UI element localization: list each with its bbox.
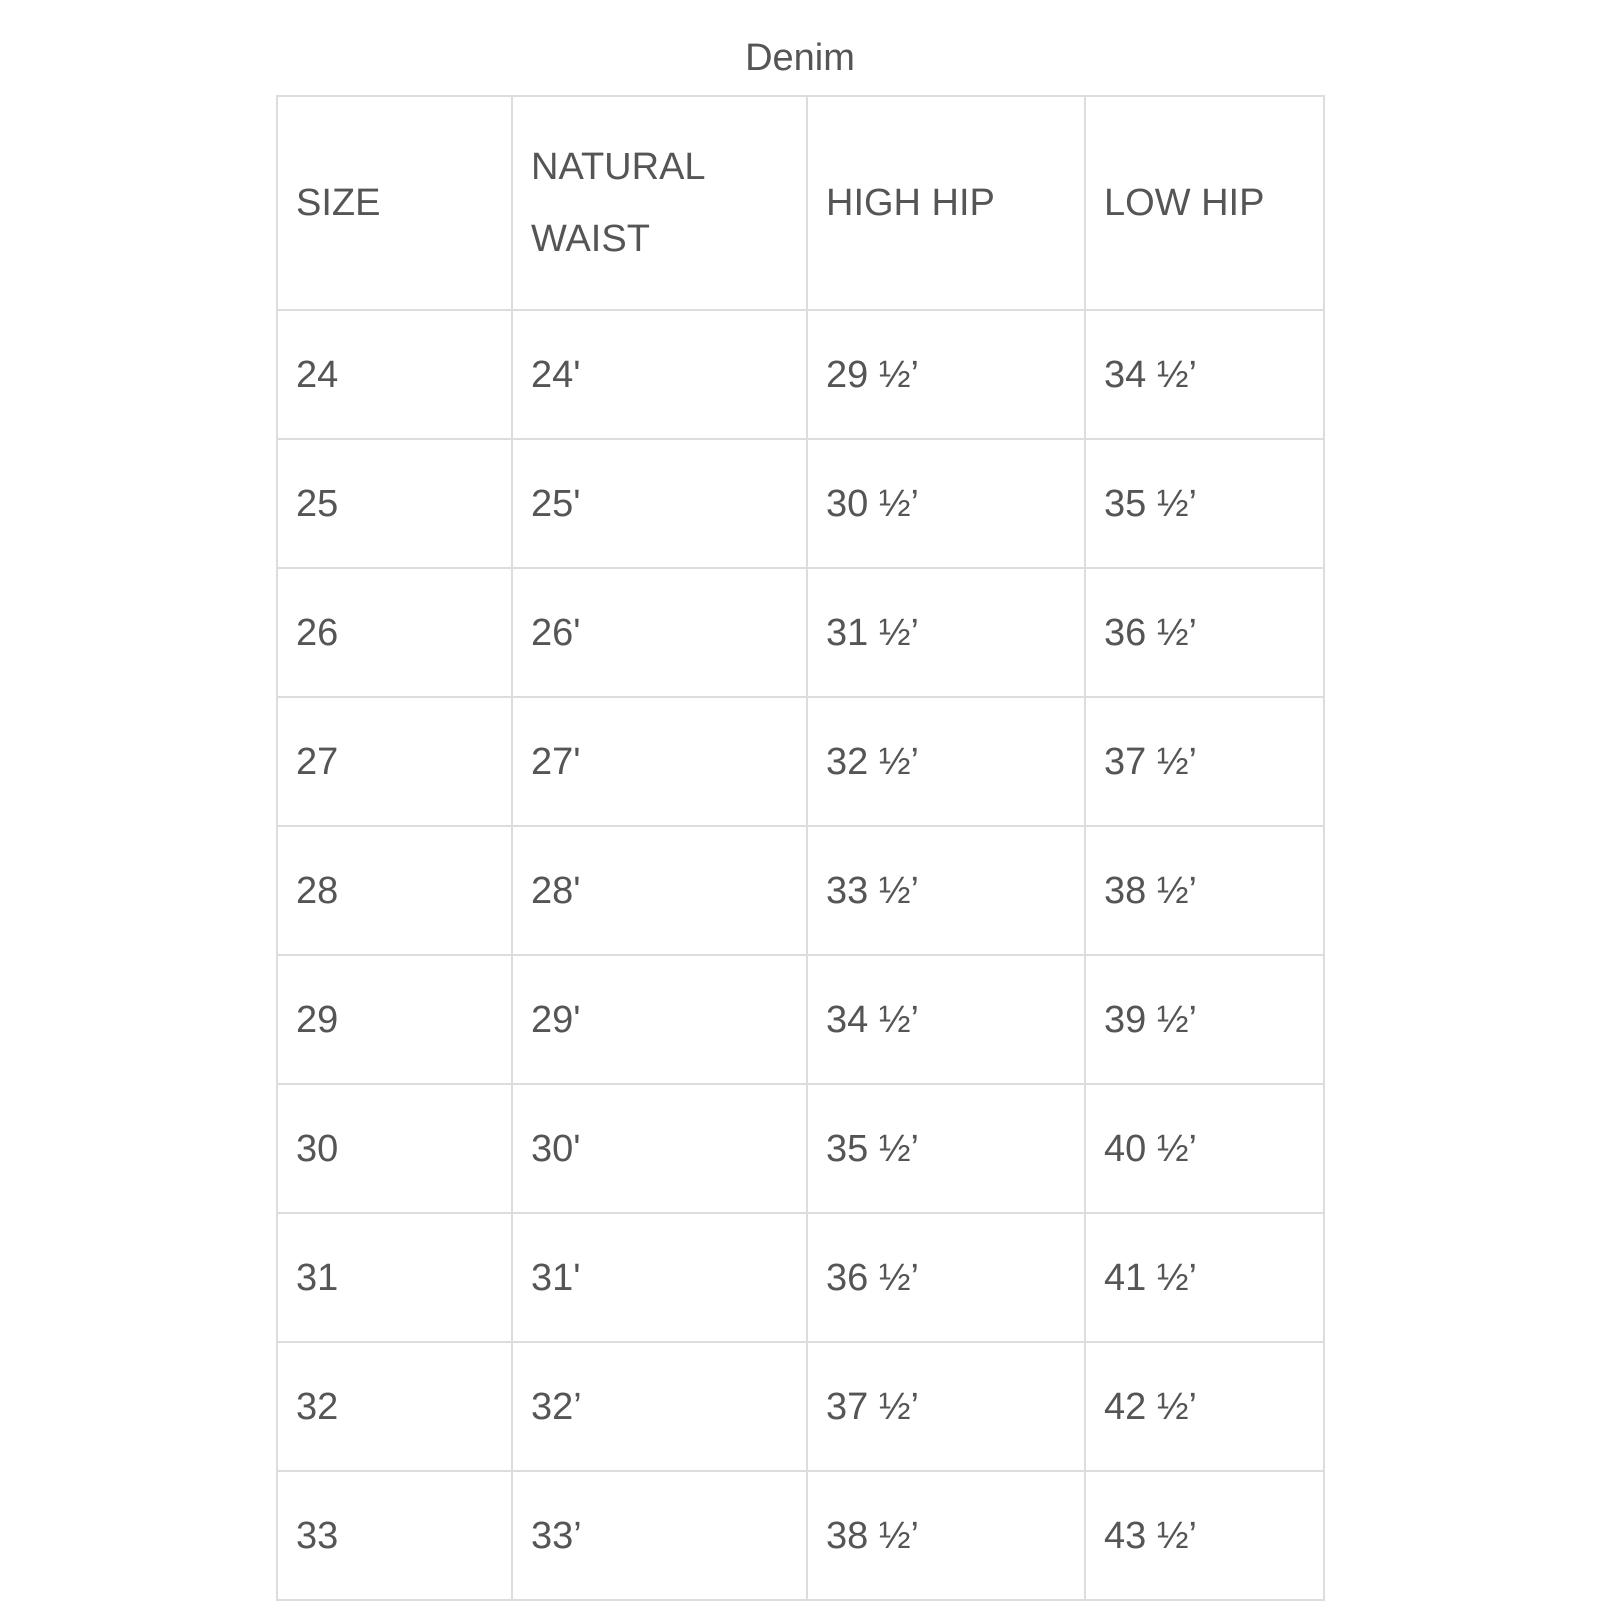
table-row: [277, 1342, 1324, 1471]
cell-low-hip: 39 ½’: [1085, 955, 1324, 1084]
cell-low-hip: 40 ½’: [1085, 1084, 1324, 1213]
size-chart-table: [276, 95, 1325, 1601]
cell-natural-waist: 31': [512, 1213, 807, 1342]
cell-size: 25: [277, 439, 512, 568]
cell-natural-waist: 25': [512, 439, 807, 568]
cell-high-hip: 34 ½’: [807, 955, 1085, 1084]
cell-low-hip: 37 ½’: [1085, 697, 1324, 826]
table-row: [277, 439, 1324, 568]
cell-high-hip: 31 ½’: [807, 568, 1085, 697]
cell-natural-waist: 24': [512, 310, 807, 439]
cell-high-hip: 33 ½’: [807, 826, 1085, 955]
cell-natural-waist: 32’: [512, 1342, 807, 1471]
table-header-row: [277, 96, 1324, 310]
cell-size: 29: [277, 955, 512, 1084]
cell-low-hip: 34 ½’: [1085, 310, 1324, 439]
page-title: Denim: [745, 37, 855, 79]
table-row: [277, 955, 1324, 1084]
cell-natural-waist: 29': [512, 955, 807, 1084]
cell-low-hip: 35 ½’: [1085, 439, 1324, 568]
cell-size: 27: [277, 697, 512, 826]
header-high-hip: HIGH HIP: [807, 96, 1085, 310]
cell-low-hip: 43 ½’: [1085, 1471, 1324, 1600]
cell-high-hip: 38 ½’: [807, 1471, 1085, 1600]
cell-high-hip: 30 ½’: [807, 439, 1085, 568]
cell-natural-waist: 33’: [512, 1471, 807, 1600]
table-row: [277, 310, 1324, 439]
cell-low-hip: 41 ½’: [1085, 1213, 1324, 1342]
cell-size: 26: [277, 568, 512, 697]
cell-size: 24: [277, 310, 512, 439]
header-natural-waist: NATURAL WAIST: [512, 96, 807, 310]
cell-size: 32: [277, 1342, 512, 1471]
table-row: [277, 1213, 1324, 1342]
table-row: [277, 1084, 1324, 1213]
cell-low-hip: 36 ½’: [1085, 568, 1324, 697]
cell-low-hip: 38 ½’: [1085, 826, 1324, 955]
cell-size: 33: [277, 1471, 512, 1600]
cell-natural-waist: 30': [512, 1084, 807, 1213]
cell-natural-waist: 27': [512, 697, 807, 826]
cell-high-hip: 32 ½’: [807, 697, 1085, 826]
cell-high-hip: 37 ½’: [807, 1342, 1085, 1471]
header-low-hip: LOW HIP: [1085, 96, 1324, 310]
cell-high-hip: 29 ½’: [807, 310, 1085, 439]
cell-high-hip: 35 ½’: [807, 1084, 1085, 1213]
cell-high-hip: 36 ½’: [807, 1213, 1085, 1342]
table-row: [277, 568, 1324, 697]
cell-natural-waist: 28': [512, 826, 807, 955]
table-row: [277, 697, 1324, 826]
table-row: [277, 1471, 1324, 1600]
table-row: [277, 826, 1324, 955]
cell-natural-waist: 26': [512, 568, 807, 697]
cell-size: 28: [277, 826, 512, 955]
cell-low-hip: 42 ½’: [1085, 1342, 1324, 1471]
cell-size: 30: [277, 1084, 512, 1213]
header-size: SIZE: [277, 96, 512, 310]
cell-size: 31: [277, 1213, 512, 1342]
